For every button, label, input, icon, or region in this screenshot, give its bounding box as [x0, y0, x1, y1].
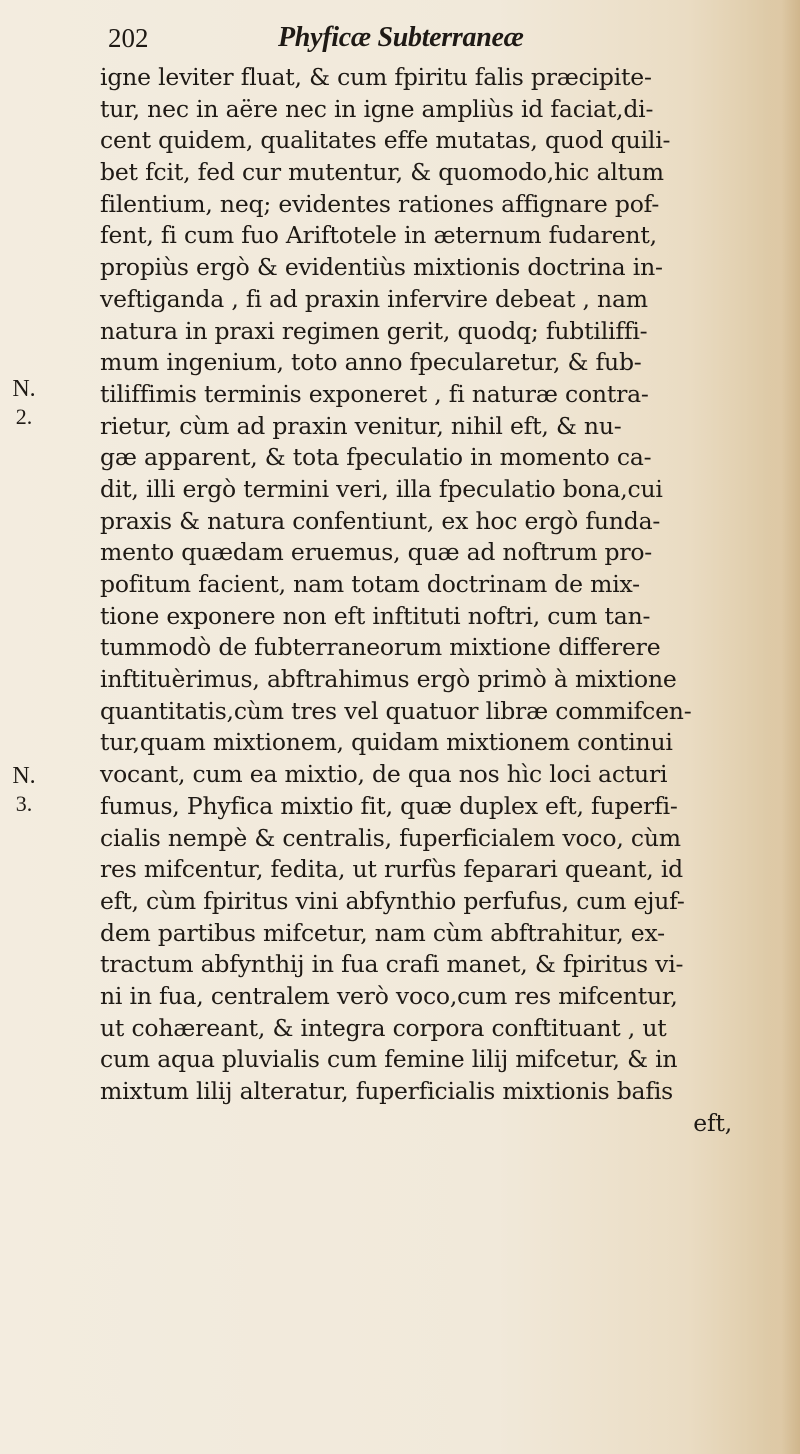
page-number: 202: [108, 23, 149, 53]
text-line: mixtum lilij alteratur, fuperficialis mixtionis bafis: [100, 1077, 674, 1105]
text-line: tur, nec in aëre nec in igne ampliùs id faciat,di-: [100, 94, 654, 123]
catchword: eft,: [693, 1108, 732, 1137]
text-line: natura in praxi regimen gerit, quodq; fubtiliffi-: [100, 316, 648, 345]
text-line: tur,quam mixtionem, quidam mixtionem continui: [100, 728, 673, 757]
text-line: fent, fi cum fuo Ariftotele in æternum fudarent,: [100, 221, 657, 250]
text-line: gæ apparent, & tota fpeculatio in momento ca-: [100, 443, 652, 472]
text-line: dit, illi ergò termini veri, illa fpeculatio bona,cui: [100, 474, 663, 503]
text-line: rietur, cùm ad praxin venitur, nihil eft, & nu-: [100, 411, 622, 440]
text-line: veftiganda , fi ad praxin infervire debeat , nam: [100, 284, 648, 313]
text-line: pofitum facient, nam totam doctrinam de mix-: [100, 570, 640, 598]
text-line: cent quidem, qualitates effe mutatas, quod quili-: [100, 126, 671, 155]
text-line: cialis nempè & centralis, fuperficialem voco, cùm: [100, 823, 681, 852]
text-line: praxis & natura confentiunt, ex hoc ergò funda-: [100, 506, 661, 535]
running-title: Phyficæ Subterraneæ: [278, 22, 524, 53]
margin-note-number: 2.: [15, 404, 33, 429]
text-line: vocant, cum ea mixtio, de qua nos hìc loci acturi: [100, 760, 668, 789]
text-line: bet fcit, fed cur mutentur, & quomodo,hic altum: [100, 158, 664, 187]
margin-note-letter: N.: [12, 376, 36, 402]
margin-note-3: [10, 762, 38, 818]
text-line: igne leviter fluat, & cum fpiritu falis præcipite-: [100, 63, 652, 91]
text-line: ni in fua, centralem verò voco,cum res mifcentur,: [100, 981, 678, 1010]
running-head: [108, 16, 668, 60]
text-line: cum aqua pluvialis cum femine lilij mifcetur, & in: [100, 1045, 678, 1074]
text-line: tractum abfynthij in fua crafi manet, & fpiritus vi-: [100, 950, 684, 979]
text-line: tummodò de fubterraneorum mixtione differere: [100, 633, 661, 662]
text-line: eft, cùm fpiritus vini abfynthio perfufus, cum ejuf-: [100, 886, 685, 915]
main-text-block: [100, 62, 772, 1139]
text-line: res mifcentur, fedita, ut rurfùs feparari queant, id: [100, 855, 684, 884]
text-line: mum ingenium, toto anno fpecularetur, & fub-: [100, 348, 642, 377]
text-line: ut cohæreant, & integra corpora conftituant , ut: [100, 1013, 667, 1042]
text-line: mento quædam eruemus, quæ ad noftrum pro-: [100, 538, 653, 567]
text-line: inftituèrimus, abftrahimus ergò primò à mixtione: [100, 665, 677, 694]
margin-note-letter: N.: [12, 763, 36, 789]
margin-note-2: [10, 375, 38, 431]
text-line: filentium, neq; evidentes rationes affignare pof-: [100, 189, 660, 218]
margin-note-number: 3.: [15, 791, 33, 816]
text-line: dem partibus mifcetur, nam cùm abftrahitur, ex-: [100, 918, 665, 947]
text-line: tiliffimis terminis exponeret , fi naturæ contra-: [100, 379, 649, 408]
text-line: fumus, Phyfica mixtio fit, quæ duplex eft, fuperfi-: [100, 791, 678, 820]
text-line: propiùs ergò & evidentiùs mixtionis doctrina in-: [100, 253, 663, 282]
text-line: quantitatis,cùm tres vel quatuor libræ commifcen-: [100, 696, 692, 725]
text-line: tione exponere non eft inftituti noftri, cum tan-: [100, 601, 651, 630]
